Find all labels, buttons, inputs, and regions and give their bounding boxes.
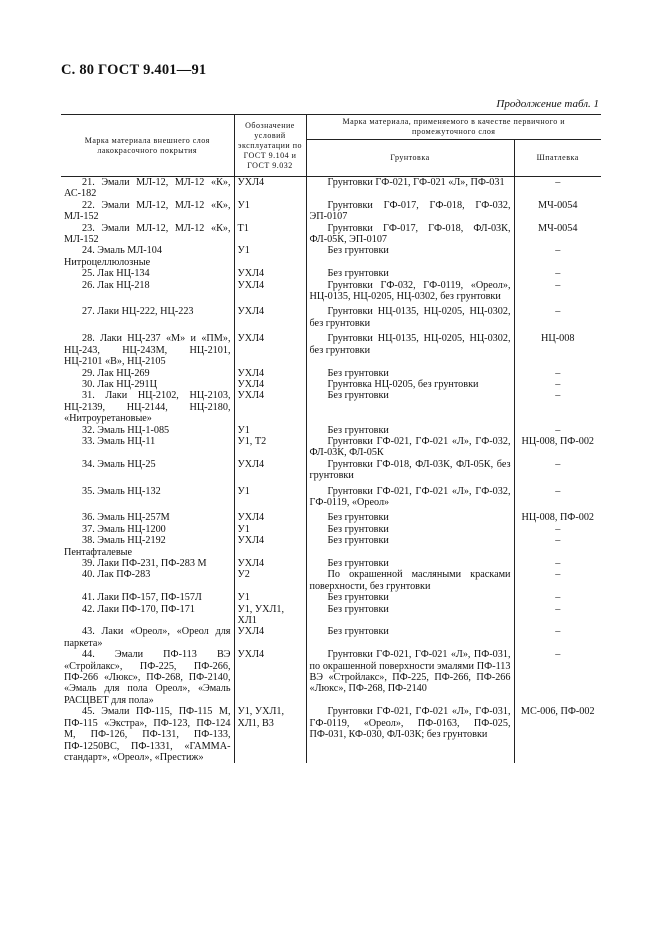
col-header-primer: Грунтовка	[306, 140, 514, 177]
cell-primer: Без грунтовки	[306, 558, 514, 569]
cell-primer: Грунтовки НЦ-0135, НЦ-0205, НЦ-0302, без грунтовки	[306, 306, 514, 329]
page-header: С. 80 ГОСТ 9.401—91	[61, 62, 207, 78]
cell-outer-material: 44. Эмали ПФ-113 ВЭ «Стройлакс», ПФ-225, ПФ-266, ПФ-266 «Люкс», ПФ-268, ПФ-2140, «Эмаль для пола Ореол», «Эмаль РАСЦВЕТ для пола»	[61, 649, 234, 706]
cell-putty: –	[555, 535, 561, 547]
cell-outer-material: 33. Эмаль НЦ-11	[61, 436, 234, 459]
cell-primer: Без грунтовки	[306, 592, 514, 603]
table-row	[61, 280, 601, 303]
cell-primer: Грунтовки ГФ-021, ГФ-021 «Л», ГФ-032, ФЛ-03К, ФЛ-05К	[306, 436, 514, 459]
cell-primer: Грунтовки ГФ-032, ГФ-0119, «Ореол», НЦ-0135, НЦ-0205, НЦ-0302, без грунтовки	[306, 280, 514, 303]
cell-outer-material: 34. Эмаль НЦ-25	[61, 459, 234, 482]
cell-primer: Грунтовки ГФ-021, ГФ-021 «Л», ПФ-031, по окрашенной поверхности эмалями ПФ-113 ВЭ «Стройлакс», ПФ-225, ПФ-266, ПФ-266 «Люкс», ПФ-268, ПФ-2140	[306, 649, 514, 706]
cell-putty: –	[555, 367, 561, 379]
cell-conditions: У1	[234, 200, 306, 223]
table-row	[61, 706, 601, 763]
table-category-row	[61, 547, 601, 558]
table-row	[61, 459, 601, 482]
cell-putty: МС-006, ПФ-002	[520, 706, 595, 718]
cell-primer: Грунтовки ГФ-017, ГФ-018, ФЛ-03К, ФЛ-05К, ЭП-0107	[306, 223, 514, 246]
cell-outer-material: 43. Лаки «Ореол», «Ореол для паркета»	[61, 626, 234, 649]
cell-conditions: УХЛ4	[234, 558, 306, 569]
table-row	[61, 649, 601, 706]
table-row	[61, 436, 601, 459]
table-row	[61, 626, 601, 649]
table-row	[61, 333, 601, 367]
cell-outer-material: 41. Лаки ПФ-157, ПФ-157Л	[61, 592, 234, 603]
cell-outer-material: 27. Лаки НЦ-222, НЦ-223	[61, 306, 234, 329]
table-row	[61, 604, 601, 627]
cell-conditions: УХЛ4	[234, 306, 306, 329]
cell-conditions: Т1	[234, 223, 306, 246]
cell-primer: Без грунтовки	[306, 368, 514, 379]
cell-primer: Грунтовки ГФ-021, ГФ-021 «Л», ГФ-032, ГФ-0119, «Ореол»	[306, 486, 514, 509]
table-head	[61, 115, 601, 177]
cell-primer: Без грунтовки	[306, 604, 514, 627]
table-row	[61, 569, 601, 592]
cell-primer: Без грунтовки	[306, 512, 514, 523]
cell-primer: Без грунтовки	[306, 390, 514, 424]
cell-outer-material: 45. Эмали ПФ-115, ПФ-115 М, ПФ-115 «Экстра», ПФ-123, ПФ-124 М, ПФ-126, ПФ-131, ПФ-133, ПФ-1250ВС, ПФ-1331, «ГАММА-стандарт», «Ореол», «Престиж»	[61, 706, 234, 763]
table-category-row	[61, 257, 601, 268]
cell-primer: Грунтовки ГФ-021, ГФ-021 «Л», ПФ-031	[306, 177, 514, 200]
cell-conditions: УХЛ4	[234, 368, 306, 379]
table-row	[61, 368, 601, 379]
cell-putty: –	[555, 558, 561, 569]
cell-outer-material: 36. Эмаль НЦ-257М	[61, 512, 234, 523]
cell-putty: МЧ-0054	[538, 199, 578, 211]
cell-conditions: У1	[234, 524, 306, 535]
cell-putty: –	[555, 649, 561, 661]
cell-primer: Грунтовки НЦ-0135, НЦ-0205, НЦ-0302, без грунтовки	[306, 333, 514, 367]
cell-conditions: У1, Т2	[234, 436, 306, 459]
table-row	[61, 223, 601, 246]
table-row	[61, 379, 601, 390]
cell-primer: Без грунтовки	[306, 626, 514, 649]
cell-conditions: УХЛ4	[234, 626, 306, 649]
cell-putty: –	[555, 603, 561, 615]
cell-primer: Без грунтовки	[306, 245, 514, 256]
cell-putty: –	[555, 245, 561, 257]
cell-putty: –	[555, 177, 561, 188]
cell-putty: –	[555, 306, 561, 318]
cell-outer-material: 35. Эмаль НЦ-132	[61, 486, 234, 509]
cell-putty: НЦ-008	[541, 333, 575, 345]
cell-putty: –	[555, 485, 561, 497]
cell-putty: –	[555, 390, 561, 402]
table-row	[61, 200, 601, 223]
cell-conditions: УХЛ4	[234, 535, 306, 546]
table-row	[61, 245, 601, 256]
cell-conditions: У1	[234, 592, 306, 603]
cell-outer-material: 26. Лак НЦ-218	[61, 280, 234, 303]
cell-primer: Грунтовка НЦ-0205, без грунтовки	[306, 379, 514, 390]
table-row	[61, 177, 601, 200]
cell-putty: НЦ-008, ПФ-002	[521, 512, 595, 524]
cell-primer: Без грунтовки	[306, 425, 514, 436]
cell-putty: –	[555, 279, 561, 291]
col-header-conditions: Обозначение условий эксплуатации по ГОСТ 9.104 и ГОСТ 9.032	[234, 115, 306, 177]
table-row	[61, 486, 601, 509]
cell-conditions: УХЛ4	[234, 333, 306, 367]
cell-conditions: УХЛ4	[234, 280, 306, 303]
table-row	[61, 425, 601, 436]
cell-conditions: У1	[234, 425, 306, 436]
cell-primer: Без грунтовки	[306, 524, 514, 535]
cell-outer-material: 40. Лак ПФ-283	[61, 569, 234, 592]
table-row	[61, 524, 601, 535]
cell-outer-material: 25. Лак НЦ-134	[61, 268, 234, 279]
cell-outer-material: 39. Лаки ПФ-231, ПФ-283 М	[61, 558, 234, 569]
table-continuation-label: Продолжение табл. 1	[496, 98, 599, 110]
cell-conditions: УХЛ4	[234, 459, 306, 482]
table-row	[61, 268, 601, 279]
cell-putty: –	[555, 378, 561, 390]
cell-primer: Грунтовки ГФ-017, ГФ-018, ГФ-032, ЭП-0107	[306, 200, 514, 223]
cell-putty: –	[555, 424, 561, 436]
cell-conditions: УХЛ4	[234, 512, 306, 523]
cell-primer: По окрашенной масляными красками поверхности, без грунтовки	[306, 569, 514, 592]
cell-outer-material: 37. Эмаль НЦ-1200	[61, 524, 234, 535]
cell-conditions: УХЛ4	[234, 390, 306, 424]
cell-outer-material: 31. Лаки НЦ-2102, НЦ-2103, НЦ-2139, НЦ-2144, НЦ-2180, «Нитроуретановые»	[61, 390, 234, 424]
cell-putty: –	[555, 569, 561, 581]
cell-outer-material: 23. Эмали МЛ-12, МЛ-12 «К», МЛ-152	[61, 223, 234, 246]
cell-primer: Грунтовки ГФ-021, ГФ-021 «Л», ГФ-031, ГФ-0119, «Ореол», ПФ-0163, ПФ-025, ПФ-031, КФ-030, ФЛ-03К; без грунтовки	[306, 706, 514, 763]
cell-conditions: УХЛ4	[234, 379, 306, 390]
cell-conditions: УХЛ4	[234, 268, 306, 279]
table-body	[61, 177, 601, 764]
table-row	[61, 512, 601, 523]
cell-outer-material: 24. Эмаль МЛ-104	[61, 245, 234, 256]
cell-conditions: У1	[234, 245, 306, 256]
cell-outer-material: 30. Лак НЦ-291Ц	[61, 379, 234, 390]
col-header-outer-layer: Марка материала внешнего слоя лакокрасочного покрытия	[61, 115, 234, 177]
cell-putty: МЧ-0054	[538, 222, 578, 234]
cell-outer-material: 32. Эмаль НЦ-1-085	[61, 425, 234, 436]
table-row	[61, 592, 601, 603]
cell-outer-material: 42. Лаки ПФ-170, ПФ-171	[61, 604, 234, 627]
cell-putty: –	[555, 523, 561, 535]
cell-outer-material: 22. Эмали МЛ-12, МЛ-12 «К», МЛ-152	[61, 200, 234, 223]
cell-conditions: У2	[234, 569, 306, 592]
cell-conditions: УХЛ4	[234, 177, 306, 200]
col-header-putty: Шпатлевка	[514, 140, 601, 177]
cell-conditions: У1, УХЛ1, ХЛ1, В3	[234, 706, 306, 763]
cell-conditions: У1, УХЛ1, ХЛ1	[234, 604, 306, 627]
cell-primer: Без грунтовки	[306, 268, 514, 279]
cell-putty: НЦ-008, ПФ-002	[521, 435, 595, 447]
cell-putty: –	[555, 268, 561, 280]
cell-putty: –	[555, 592, 561, 604]
category-label: Пентафталевые	[61, 547, 234, 558]
cell-conditions: УХЛ4	[234, 649, 306, 706]
cell-conditions: У1	[234, 486, 306, 509]
table-row	[61, 306, 601, 329]
table-row	[61, 558, 601, 569]
materials-table	[61, 114, 601, 763]
cell-outer-material: 29. Лак НЦ-269	[61, 368, 234, 379]
cell-outer-material: 38. Эмаль НЦ-2192	[61, 535, 234, 546]
category-label: Нитроцеллюлозные	[61, 257, 234, 268]
cell-primer: Грунтовки ГФ-018, ФЛ-03К, ФЛ-05К, без грунтовки	[306, 459, 514, 482]
cell-putty: –	[555, 458, 561, 470]
cell-putty: –	[555, 626, 561, 638]
cell-outer-material: 21. Эмали МЛ-12, МЛ-12 «К», АС-182	[61, 177, 234, 200]
table-row	[61, 390, 601, 424]
col-header-primary-layer: Марка материала, применяемого в качестве первичного и промежуточного слоя	[306, 115, 601, 140]
cell-outer-material: 28. Лаки НЦ-237 «М» и «ПМ», НЦ-243, НЦ-243М, НЦ-2101, НЦ-2101 «В», НЦ-2105	[61, 333, 234, 367]
cell-primer: Без грунтовки	[306, 535, 514, 546]
table-row	[61, 535, 601, 546]
